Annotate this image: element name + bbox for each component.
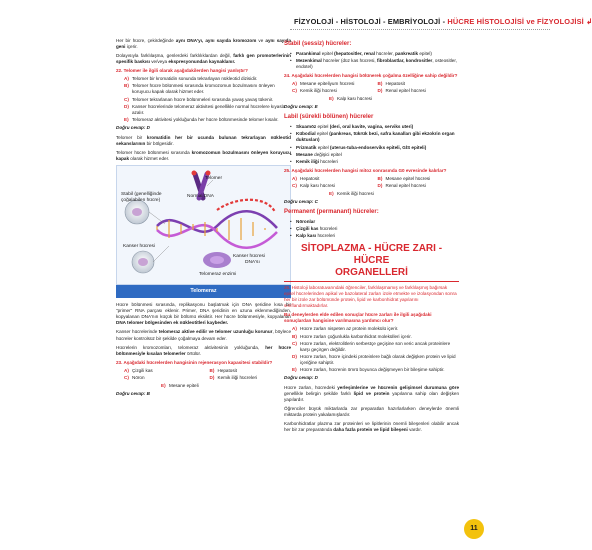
paragraph-students: Öğrenciler büyük miktarlarda zar preparatları hazırlarlarken deneylerde önemli miktarda protein yakalamışlardır. xyxy=(284,406,459,418)
label-cancer-dna: DNA'sı xyxy=(245,260,260,266)
option: C) Hücre zarları, elektrolitlerin serbestçe geçişine son veric ancak proteinlere karşı geçirgen değildir. xyxy=(292,340,451,352)
option: B) Mesane epitel hücresi xyxy=(377,175,431,181)
option: C) Nöron xyxy=(124,374,145,380)
right-column xyxy=(284,38,459,436)
option: C) Kalp kası hücresi xyxy=(292,182,335,188)
answer-23: Doğru cevap: B xyxy=(116,390,150,396)
option: A) Hücre zarları nispeten az protein molekülü içerir. xyxy=(292,326,399,332)
heading-permanent: Permanent (permanant) hücreler: xyxy=(284,209,379,215)
question-22-options xyxy=(116,76,291,122)
question-22: 22. Telomer ile ilgili olarak aşağıdakilerden hangisi yanlıştır? xyxy=(116,68,248,74)
paragraph-membrane: Hücre zarları, hücredeki yerleşimlerine ve hücrenin gelişimsel durumuna göre genellikle belirgin şekilde farklı lipid ve protein yapılarına sahip olan değişken yapılardır. xyxy=(284,384,460,403)
option: E) Hücre zarları, hücrenin ömrü boyunca değişmeyen bir bileşime sahiptir. xyxy=(292,366,445,372)
paragraph-telomer-def: Telomer bir kromatidin her bir ucunda bulunan tekrarlayan nükleotid sekanslarının bir bölgesidir. xyxy=(116,134,291,146)
list-item: • Skuamöz epitel (deri, oral kavite, vagina, serviks uteri) xyxy=(290,124,459,130)
option: D) Renal epitel hücresi xyxy=(377,88,426,94)
header-title-main: FİZYOLOJİ - HİSTOLOJİ - EMBRİYOLOJİ - xyxy=(294,17,448,26)
telomerase-figure xyxy=(116,165,291,285)
option: B) Hücre zarları çoğunlukla karbonhidrat molekülleri içerir. xyxy=(292,333,412,339)
page-header xyxy=(290,14,592,30)
question-26: 26. Histoloji laboratuvarındaki öğrenciler, farklılaşmamış ve farklılaşmış bağırsak epitel hücrelerinden apikal ve bazolateral zarları izole etmekte ve izolasyondan sonra her bir izole zar bölümünde protein, lipid ve karbonhidrat yapılarını sınıflandırmaktadırlar. xyxy=(284,285,457,309)
list-item: • Mezenkimal hücreler (düz kas hücresi, fibroblastlar, kondrositler, osteositler, endotel) xyxy=(290,58,459,70)
option: C) Kemik iliği hücresi xyxy=(292,88,337,94)
question-24-options xyxy=(292,81,459,95)
paragraph-cancer: Kanser hücrelerinde telomeraz aktive edilir ve telomer uzunluğu korunur, böylece hücreler kontrolsüz bir şekilde çoğalmaya devam eder. xyxy=(116,329,292,341)
label-normal-dna: Normal DNA xyxy=(187,194,214,200)
page-number: 11 xyxy=(464,519,484,539)
question-25: 25. Aşağıdaki hücrelerden hangisi mitoz sonrasında G0 evresinde kalırlar? xyxy=(284,167,447,173)
option: D) Kemik iliği hücreleri xyxy=(209,374,258,380)
question-26-options xyxy=(284,326,459,372)
paragraph-replication: Hücre bölünmesi sırasında, replikasyonu başlatmak için DNA şeridine kısa bir "primer" RNA parçası eklenir. Primer, DNA şeridinin en uzuna eklenmediğinden, kopyalanan DNA'nın küçük bir bölümü eksiktir. Her hücre bölünmesiyle, kopyalanan DNA telomer bölgesinden ek nükleotitleri kaybeder. xyxy=(116,302,291,326)
paragraph-shortening: Hücrelerin kromozomları, telomeraz aktivitesinin yokluğunda, her hücre bölünmesiyle kısalan telomerler örtülür. xyxy=(116,344,291,356)
option: E) Mesane epiteli xyxy=(161,382,199,388)
option: A) Hepatosit xyxy=(292,175,320,181)
option: B) Telomer hücre bölünmesi sırasında kromozomun bozulmasını önleyen koruyucu kapak olarak hizmet eder. xyxy=(124,83,275,95)
option: A) Çizgili kas xyxy=(124,367,153,373)
heading-labile: Labil (sürekli bölünen) hücreler xyxy=(284,114,374,121)
answer-22: Doğru cevap: D xyxy=(116,124,150,130)
question-23-options xyxy=(124,368,291,382)
option: A) Mesane epiteliyum hücresi xyxy=(292,81,355,87)
option: E) Telomeraz aktivitesi yokluğunda her hücre bölünmesinde telomer kısalır. xyxy=(124,116,279,122)
heading-stable: Stabil (sessiz) hücreler: xyxy=(284,41,352,47)
answer-26: Doğru cevap: D xyxy=(284,374,318,380)
list-item: • Kübodial epitel (pankreas, tükrük bezi, safra kanalları gibi ekzokrin organ duktusları) xyxy=(290,131,459,143)
paragraph-telomer-role: Telomer hücre bölünmesi sırasında kromozomun bozulmasını önleyen koruyucu kapak olarak hizmet eder. xyxy=(116,149,291,161)
list-item: • Parankimal epitel (hepatositler, renal hücreler, pankreatik epitel) xyxy=(290,51,459,57)
option: B) Hepatosit xyxy=(209,367,237,373)
option: D) Hücre zarları, hücre içindeki proteinlere bağlı olarak değişken protein ve lipid içeriğine sahiptir. xyxy=(292,353,456,365)
telomerase-enzyme-icon xyxy=(203,252,231,268)
stable-list xyxy=(290,51,459,70)
list-item: • Kalp kası hücreleri xyxy=(290,233,459,239)
list-item: • Çizgili kas hücreleri xyxy=(290,226,459,232)
label-telomer: Telomer xyxy=(205,176,223,182)
option: C) Telomer tekrarlanan hücre bölünmeleri sırasında yavaş yavaş tükenir. xyxy=(124,96,274,102)
header-divider xyxy=(290,29,550,30)
list-item: • Prizmatik epitel (uterus-tuba-endoserviks epiteli, GİS epiteli) xyxy=(290,145,459,151)
labile-list xyxy=(290,124,459,164)
answer-24: Doğru cevap: E xyxy=(284,104,318,110)
label-stable-a: Stabil (genelliğinde xyxy=(121,192,162,198)
label-stable-b: çoğalabilen hücre) xyxy=(121,198,161,204)
question-24: 24. Aşağıdaki hücrelerden hangisi bölünerek çoğalma özelliğine sahip değildir? xyxy=(284,73,458,79)
answer-25: Doğru cevap: C xyxy=(284,198,318,204)
option: D) Renal epitel hücresi xyxy=(377,182,426,188)
header-title-topic: HÜCRE HİSTOLOJİSİ ve FİZYOLOJİSİ xyxy=(447,17,584,26)
dna-helix-icon xyxy=(157,211,277,248)
option: A) Telomer bir kromatidin sonunda tekrarlayan nükleotid dizisidir. xyxy=(124,76,258,82)
paragraph-dna: Her bir hücre, çekirdeğinde aynı DNA'yı, aynı sayıda kromozom ve aynı sayıda geni içerir. xyxy=(116,38,291,50)
list-item: • Nöronlar xyxy=(290,219,459,225)
question-26-stem: Bu deneylerden elde edilen sonuçlar hücre zarları ile ilgili aşağıdaki sonuçlardan hangisine varılmasına yardımcı olur? xyxy=(284,312,432,324)
paragraph-differentiation: Dolayısıyla farklılaşma, genlerdeki farklılıklardan değil, farklı gen promoterlerinin spesifik baskısı ve/veya ekspresyonundan kaynaklanır. xyxy=(116,53,291,65)
list-item: • Mesane değişici epitel xyxy=(290,152,459,158)
figure-caption: Telomeraz xyxy=(116,285,291,298)
question-25-options xyxy=(292,176,459,190)
header-title xyxy=(294,17,592,27)
label-cancer-cell: Kanser hücresi xyxy=(123,244,155,250)
paragraph-carbs: Karbonhidratlar plazma zar proteinleri ve lipitlerinin önemli bileşenleri olabilir ancak her bir zar preparatında daha fazla protein ve lipid bileşeni vardır. xyxy=(284,421,459,433)
list-item: • Kemik iliği hücreleri xyxy=(290,159,459,165)
option: E) Kalp kası hücresi xyxy=(329,96,372,102)
label-enzyme: Telomeraz enzimi xyxy=(199,272,237,278)
option: B) Hepatosit xyxy=(377,81,405,87)
question-23: 23. Aşağıdaki hücrelerden hangisinin rejenerasyon kapasitesi stabildir? xyxy=(116,359,273,365)
dna-illustration xyxy=(117,166,290,284)
permanent-list xyxy=(290,219,459,239)
left-column xyxy=(116,38,291,401)
option: D) Kanser hücrelerinde telomeraz aktivitesi genellikle normal hücrelere kıyasla azalır. xyxy=(124,103,286,115)
option: E) Kemik iliği hücresi xyxy=(329,190,374,196)
nucleus-icon xyxy=(132,208,142,216)
section-title: SİTOPLAZMA - HÜCRE ZARI - HÜCRE ORGANELLERİ xyxy=(284,243,459,282)
header-arrow-icon: ↲ xyxy=(586,17,592,26)
label-cancer-cell-2: Kanser hücresi xyxy=(233,254,265,260)
